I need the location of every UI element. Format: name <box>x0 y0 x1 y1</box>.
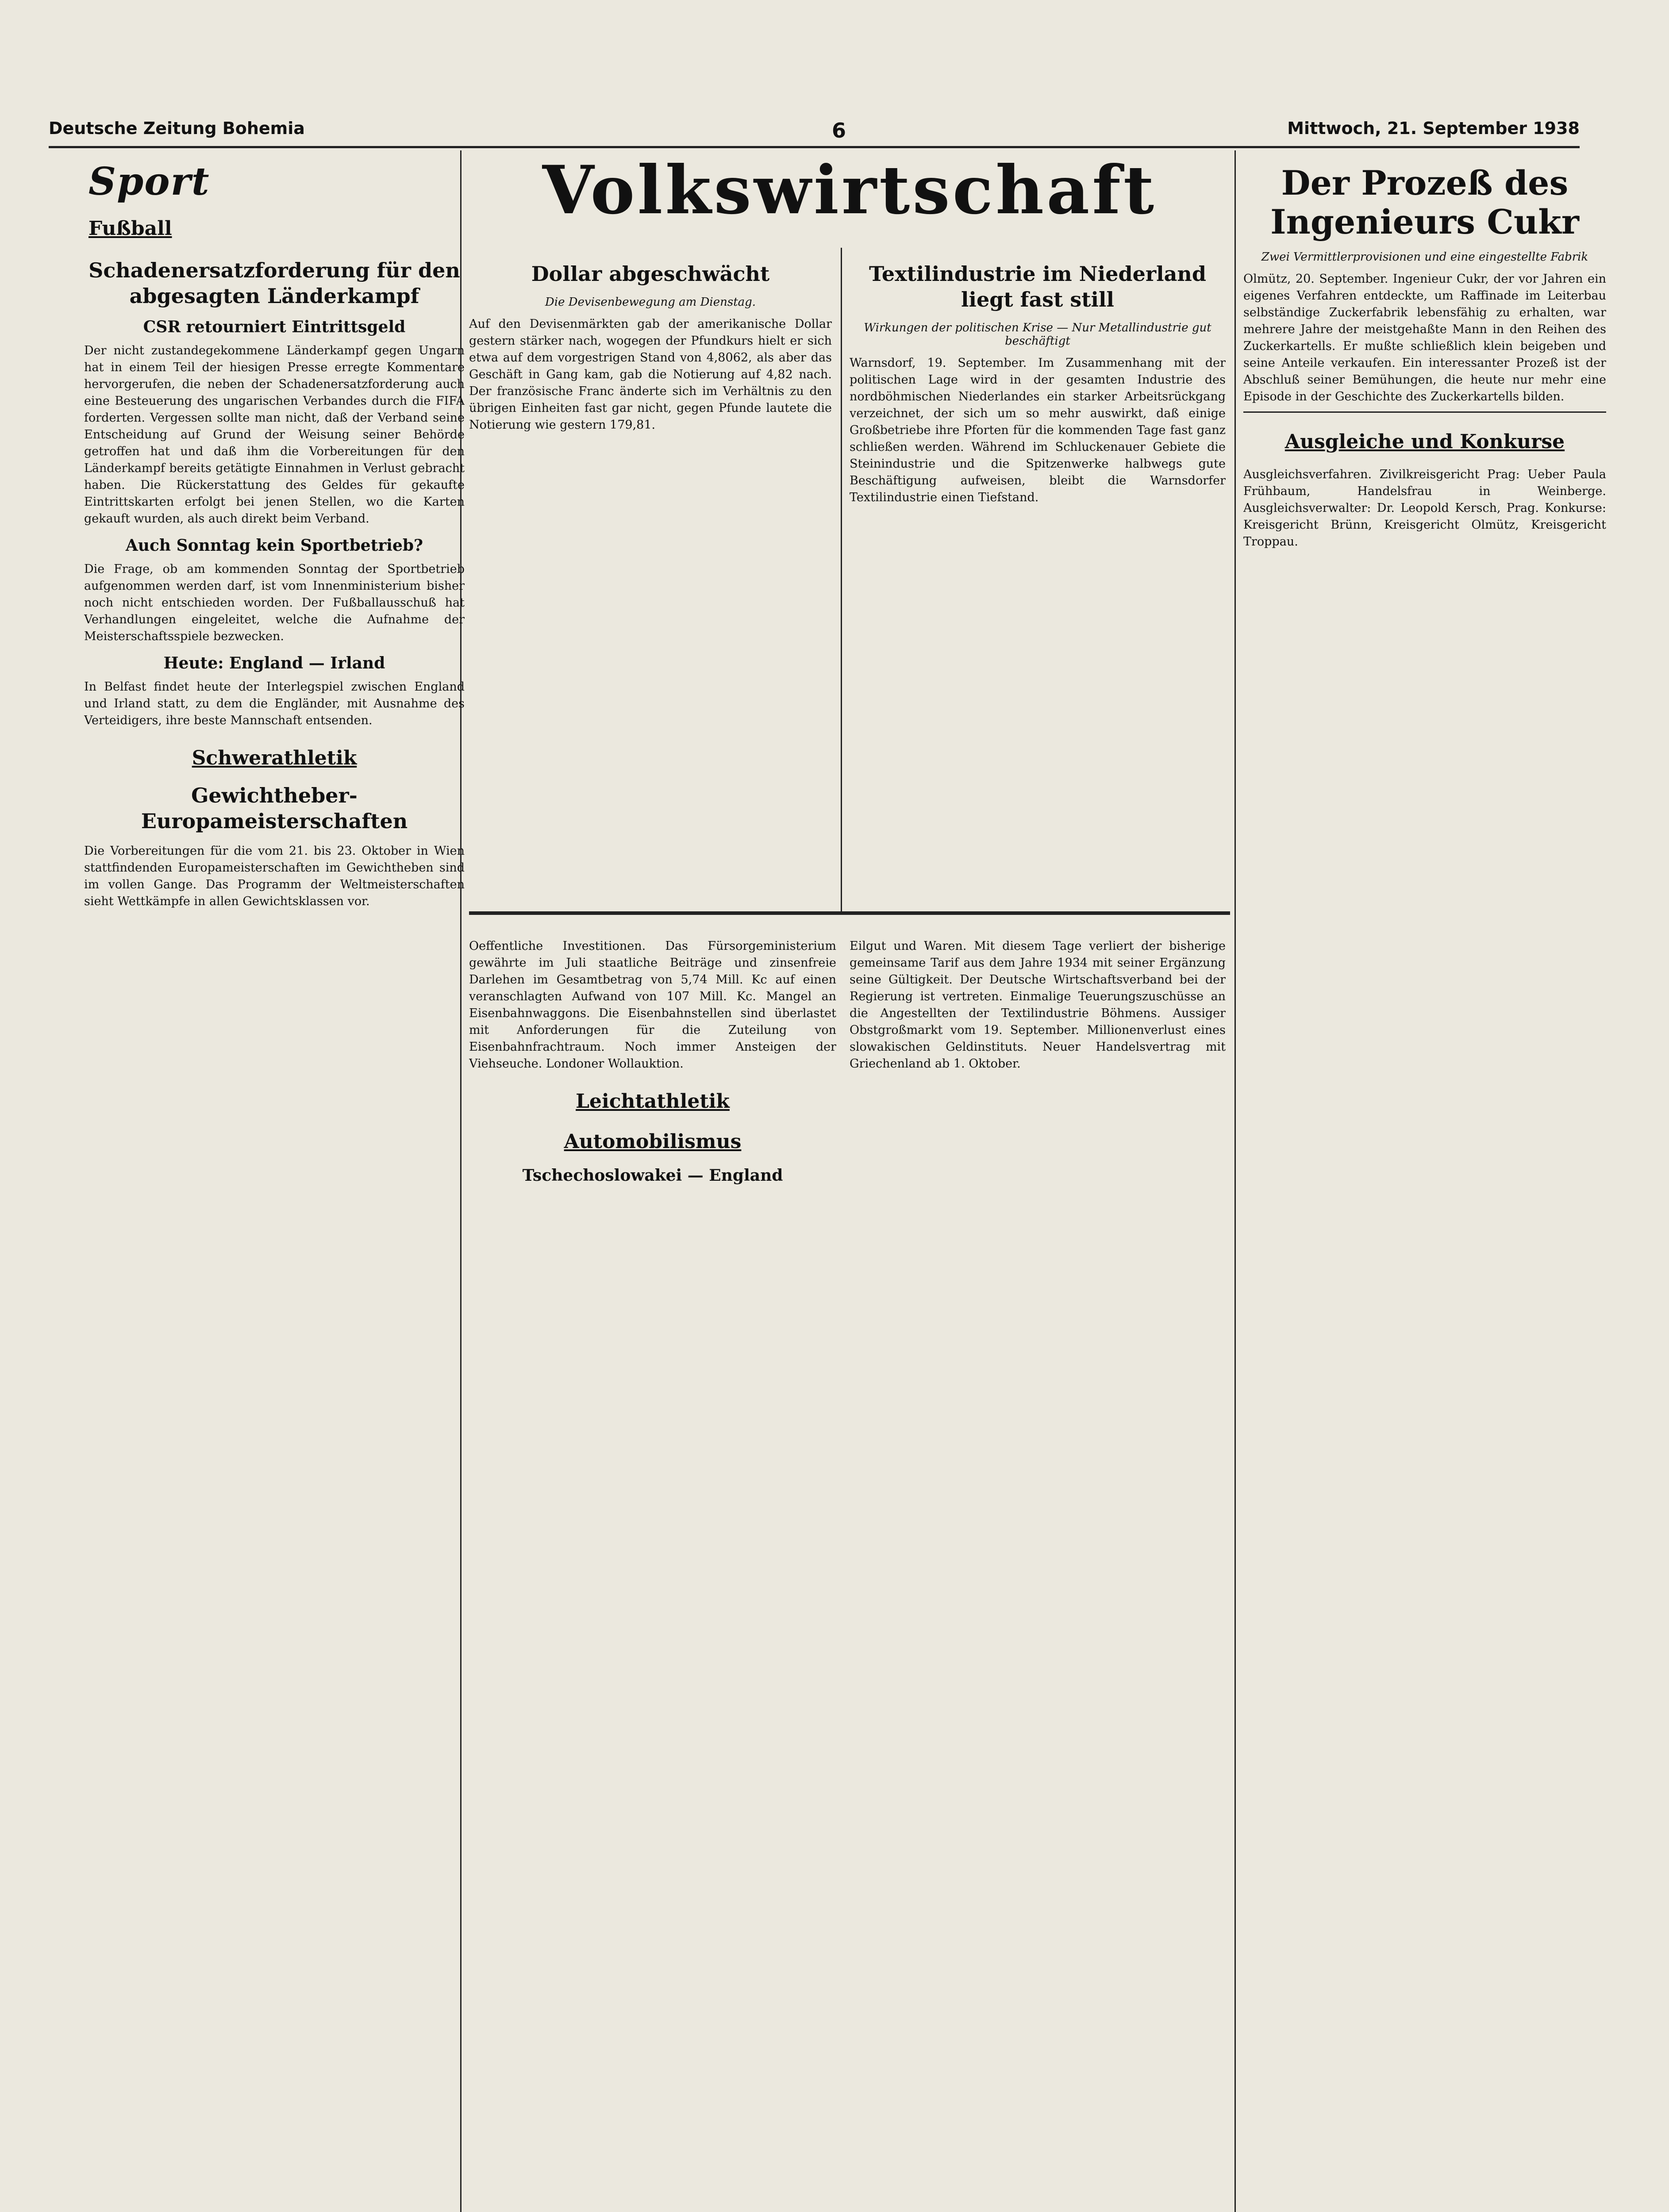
headline: Dollar abgeschwächt <box>531 262 770 286</box>
page-header <box>49 119 1580 145</box>
headline: Gewichtheber-Europameisterschaften <box>141 783 408 833</box>
economy-masthead <box>473 155 1226 234</box>
divider <box>1243 411 1606 413</box>
headline: Der Prozeß des Ingenieurs Cukr <box>1270 163 1579 242</box>
section-title: Leichtathletik <box>576 1090 730 1113</box>
header-rule <box>49 146 1580 148</box>
article-body: Oeffentliche Investitionen. Das Fürsorgeministerium gewährte im Juli staatliche Beiträge und zinsenfreie Darlehen im Gesamtbetrag von 5,74 Mill. Kc auf einen veranschlagten Aufwand von 107 Mill. Kc. Mangel an Eisenbahnwaggons. Die Eisenbahnstellen sind überlastet mit Anforderungen für die Zuteilung von Eisenbahnfrachtraum. Noch immer Ansteigen der Viehseuche. Londoner Wollauktion. <box>469 939 836 1071</box>
article-body: Warnsdorf, 19. September. Im Zusammenhang mit der politischen Lage wird in der gesamten Industrie des nordböhmischen Niederlandes ein starker Arbeitsrückgang verzeichnet, der sich um so mehr auswirkt, daß einige Großbetriebe ihre Pforten für die kommenden Tage fast ganz schließen werden. Während im Schluckenauer Gebiete die Steinindustrie und die Spitzenwerke halbwegs gute Beschäftigung aufweisen, bleibt die Warnsdorfer Textilindustrie einen Tiefstand. <box>850 356 1226 504</box>
subheadline: Tschechoslowakei — England <box>522 1166 783 1185</box>
subheadline: Wirkungen der politischen Krise — Nur Metallindustrie gut beschäftigt <box>864 321 1211 348</box>
article-body: Die Vorbereitungen für die vom 21. bis 23. Oktober in Wien stattfindenden Europameisterschaften im Gewichtheben sind im vollen Gange. Das Programm der Weltmeisterschaften sieht Wettkämpfe in allen Gewichtsklassen vor. <box>84 844 465 908</box>
article-body: Olmütz, 20. September. Ingenieur Cukr, der vor Jahren ein eigenes Verfahren entdeckte, um Raffinade im Leiterbau selbständige Zuckerfabrik lebensfähig zu erhalten, war mehrere Jahre der meistgehaßte Mann in den Reihen des Zuckerkartells. Er mußte schließlich klein beigeben und seine Anteile verkaufen. Ein interessanter Prozeß ist der Abschluß seiner Bemühungen, die heute nur mehr eine Episode in der Geschichte des Zuckerkartells bilden. <box>1243 272 1606 403</box>
column-divider <box>841 248 842 911</box>
article-body: Der nicht zustandegekommene Länderkampf gegen Ungarn hat in einem Teil der hiesigen Presse erregte Kommentare hervorgerufen, die neben der Schadenersatzforderung auch eine Besteuerung des ungarischen Verbandes durch die FIFA forderten. Vergessen sollte man nicht, daß der Verband seine Entscheidung auf Grund der Weisung seiner Behörde getroffen hat und daß ihm die Vorbereitungen für den Länderkampf bereits getätigte Einnahmen in Verlust gebracht haben. Die Rückerstattung des Geldes für gekaufte Eintrittskarten erfolgt bei jenen Stellen, wo die Karten gekauft wurden, als auch direkt beim Verband. <box>84 344 465 526</box>
header-page-number: 6 <box>832 119 846 142</box>
article-body: In Belfast findet heute der Interlegspiel zwischen England und Irland statt, zu dem die Engländer, mit Ausnahme des Verteidigers, ihre beste Mannschaft entsenden. <box>84 680 465 727</box>
section-rule <box>469 911 1230 915</box>
lower-right-column <box>850 938 1226 2212</box>
subheadline: Auch Sonntag kein Sportbetrieb? <box>125 536 423 555</box>
header-date: Mittwoch, 21. September 1938 <box>1287 119 1580 138</box>
subsection-title: Fußball <box>88 217 172 240</box>
headline: Schadenersatzforderung für den abgesagten Länderkampf <box>88 258 460 308</box>
dollar-article <box>469 257 832 907</box>
article-body: Eilgut und Waren. Mit diesem Tage verliert der bisherige gemeinsame Tarif aus dem Jahre 1934 mit seiner Ergänzung seine Gültigkeit. Der Deutsche Wirtschaftsverband bei der Regierung ist vertreten. Einmalige Teuerungszuschüsse an die Angestellten der Textilindustrie Böhmens. Aussiger Obstgroßmarkt vom 19. September. Millionenverlust eines slowakischen Geldinstituts. Neuer Handelsvertrag mit Griechenland ab 1. Oktober. <box>850 939 1226 1071</box>
subheadline: Zwei Vermittlerprovisionen und eine eingestellte Fabrik <box>1261 250 1588 264</box>
section-title: Schwerathletik <box>192 747 357 769</box>
column-divider <box>1234 150 1236 2212</box>
trial-column <box>1243 155 1606 2212</box>
article-body: Ausgleichsverfahren. Zivilkreisgericht Prag: Ueber Paula Frühbaum, Handelsfrau in Weinberge. Ausgleichsverwalter: Dr. Leopold Kersch, Prag. Konkurse: Kreisgericht Brünn, Kreisgericht Olmütz, Kreisgericht Troppau. <box>1243 468 1606 549</box>
subheadline: CSR retourniert Eintrittsgeld <box>143 318 406 336</box>
subheadline: Heute: England — Irland <box>163 654 385 672</box>
article-body: Die Frage, ob am kommenden Sonntag der Sportbetrieb aufgenommen werden darf, ist vom Innenministerium bisher noch nicht entschieden worden. Der Fußballausschuß hat Verhandlungen eingeleitet, welche die Aufnahme der Meisterschaftsspiele bezwecken. <box>84 562 465 643</box>
lower-left-column <box>469 938 836 2212</box>
textile-article <box>850 257 1226 907</box>
header-paper-name: Deutsche Zeitung Bohemia <box>49 119 305 138</box>
section-title: Sport <box>88 159 210 204</box>
sport-column <box>84 155 465 2212</box>
article-body: Auf den Devisenmärkten gab der amerikanische Dollar gestern stärker nach, wogegen der Pfundkurs hielt er sich etwa auf dem vorgestrigen Stand von 4,8062, als aber das Geschäft in Gang kam, gab die Notierung auf 4,82 nach. Der französische Franc änderte sich im Verhältnis zu den übrigen Einheiten fast gar nicht, gegen Pfunde lautete die Notierung wie gestern 179,81. <box>469 317 832 432</box>
headline: Ausgleiche und Konkurse <box>1284 430 1565 453</box>
subheadline: Die Devisenbewegung am Dienstag. <box>545 296 756 309</box>
headline: Textilindustrie im Niederland liegt fast still <box>869 262 1206 311</box>
section-title: Volkswirtschaft <box>542 155 1157 229</box>
section-title: Automobilismus <box>564 1130 742 1153</box>
